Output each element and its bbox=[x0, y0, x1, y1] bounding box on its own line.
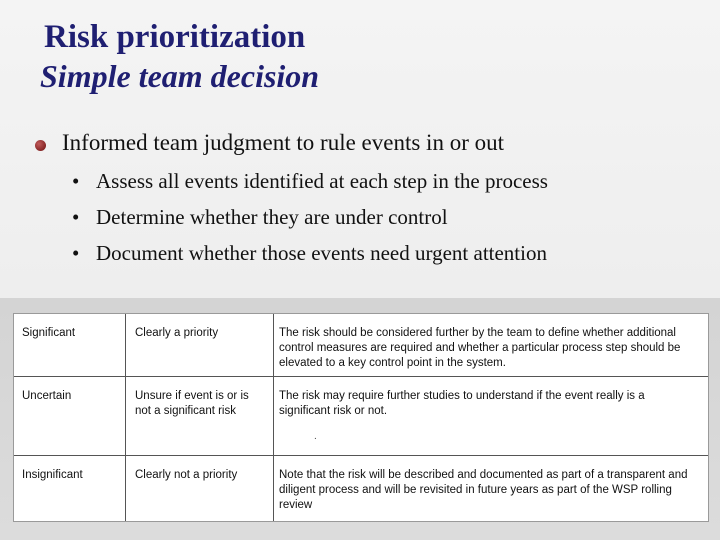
note-mark: . bbox=[314, 431, 317, 442]
sub-bullet-text: Assess all events identified at each step in the process bbox=[96, 169, 548, 193]
risk-description-cell: Note that the risk will be described and documented as part of a transparent and diligent process and will be revisited in future years as part of the WSP rolling review bbox=[279, 469, 688, 511]
main-bullet-text: Informed team judgment to rule events in or out bbox=[62, 130, 504, 155]
risk-priority-table bbox=[13, 313, 709, 522]
slide-title: Risk prioritization bbox=[44, 19, 306, 55]
sub-bullet-text: Determine whether they are under control bbox=[96, 205, 448, 229]
sub-bullet-text: Document whether those events need urgent attention bbox=[96, 241, 547, 265]
risk-category-cell: Insignificant bbox=[14, 456, 126, 521]
slide-subtitle: Simple team decision bbox=[40, 58, 320, 94]
risk-description-cell: The risk should be considered further by the team to define whether additional control measures are required and whether a particular process step should be elevated to a key control point in the system. bbox=[279, 327, 681, 369]
bullet-dot-icon: • bbox=[72, 169, 80, 193]
sub-bullet-item bbox=[72, 204, 448, 230]
bullet-dot-icon: • bbox=[72, 241, 80, 265]
table-row bbox=[14, 314, 708, 377]
risk-decision-cell: Unsure if event is or is not a significant risk bbox=[127, 377, 274, 455]
table-row bbox=[14, 377, 708, 456]
risk-description-cell: The risk may require further studies to understand if the event really is a significant risk or not. bbox=[279, 390, 645, 417]
risk-decision-cell: Clearly not a priority bbox=[127, 456, 274, 521]
risk-category-cell: Uncertain bbox=[14, 377, 126, 455]
bullet-dot-icon: • bbox=[72, 205, 80, 229]
risk-decision-cell: Clearly a priority bbox=[127, 314, 274, 376]
sub-bullet-item bbox=[72, 168, 548, 194]
risk-category-cell: Significant bbox=[14, 314, 126, 376]
round-bullet-icon bbox=[35, 140, 46, 151]
table-row bbox=[14, 456, 708, 521]
sub-bullet-item bbox=[72, 240, 547, 266]
